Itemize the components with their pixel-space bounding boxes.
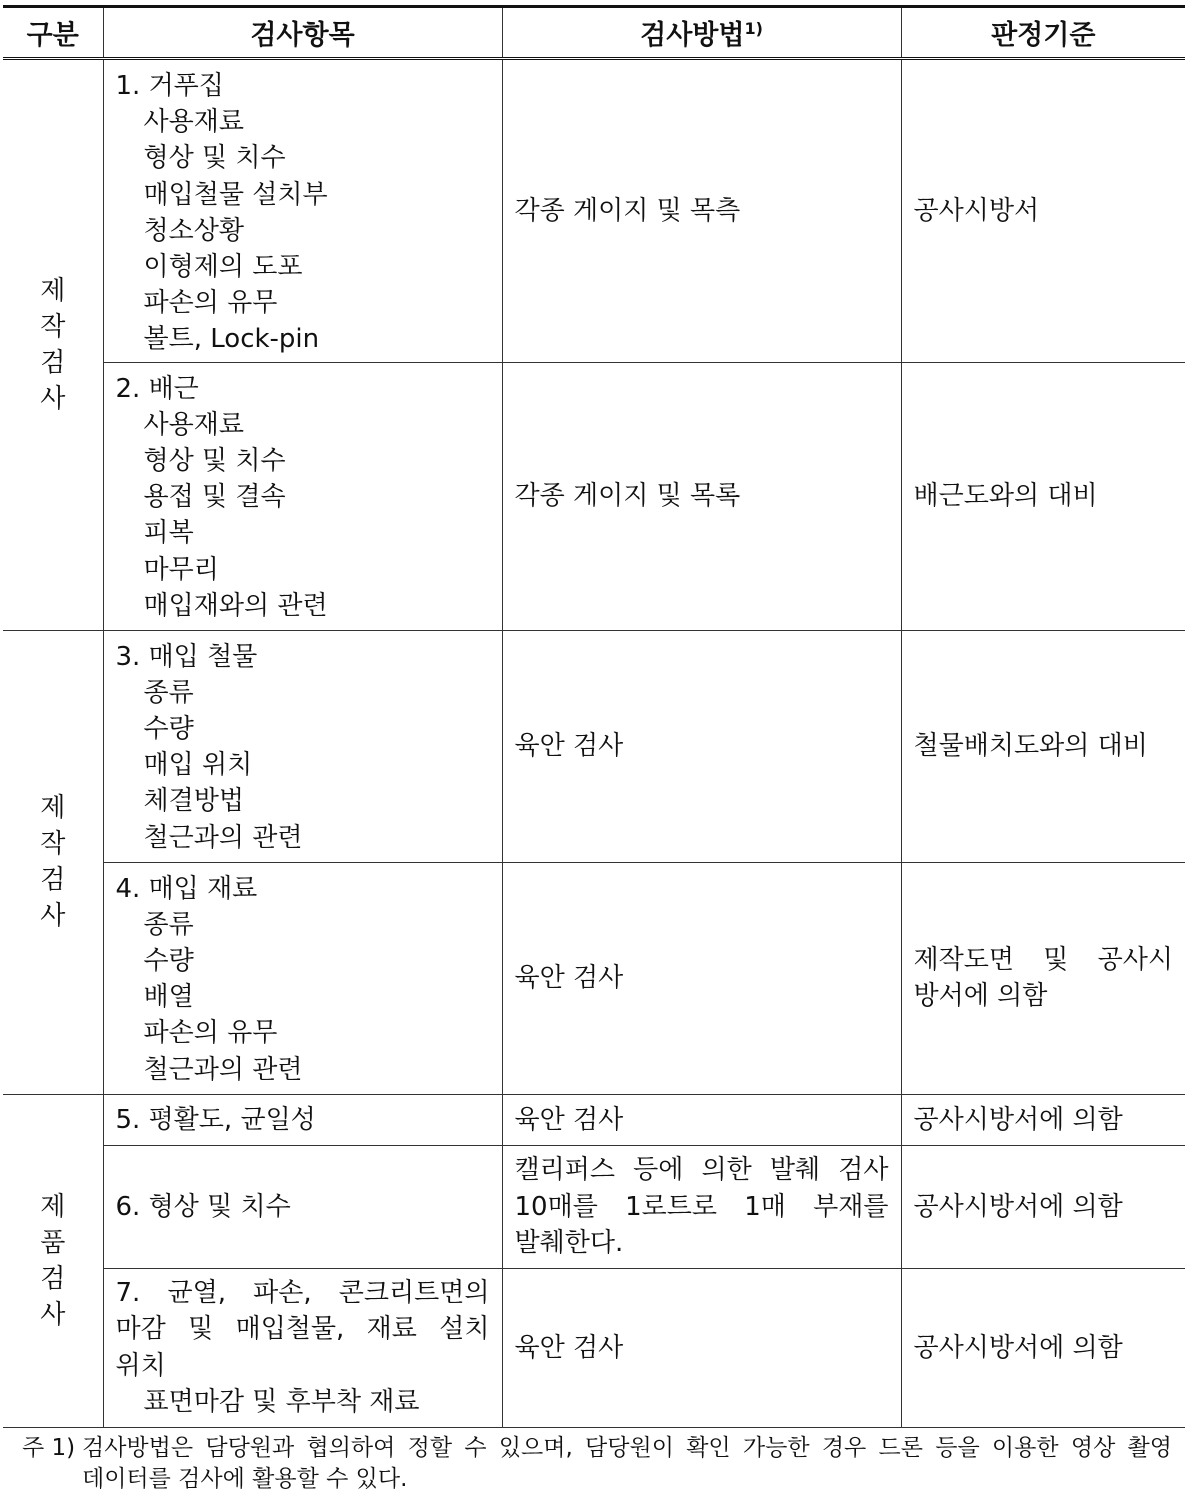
inspection-table — [3, 5, 1185, 1428]
category-char: 제 — [40, 793, 66, 824]
criteria-cell: 공사시방서에 의함 — [901, 1145, 1185, 1268]
header-method — [502, 7, 901, 59]
header-method-label: 검사방법 — [640, 20, 745, 51]
method-line: 발췌한다. — [514, 1227, 624, 1258]
method-cell: 각종 게이지 및 목측 — [502, 59, 901, 363]
header-row — [3, 7, 1185, 59]
item-sub: 마무리 — [143, 554, 219, 585]
header-items: 검사항목 — [103, 7, 502, 59]
inspection-table-container — [3, 5, 1185, 1428]
item-heading: 2. 배근 — [115, 373, 199, 404]
item-heading: 4. 매입 재료 — [115, 873, 258, 904]
item-sub: 종류 — [143, 677, 194, 708]
method-cell: 육안 검사 — [502, 1094, 901, 1145]
category-char: 작 — [40, 829, 66, 860]
item-heading: 5. 평활도, 균일성 — [115, 1104, 316, 1135]
table-row — [3, 862, 1185, 1094]
item-cell — [103, 1145, 502, 1268]
table-row — [3, 630, 1185, 862]
header-criteria: 판정기준 — [901, 7, 1185, 59]
method-cell: 육안 검사 — [502, 1268, 901, 1427]
item-cell — [103, 1268, 502, 1427]
footnote — [22, 1433, 1172, 1495]
header-category: 구분 — [3, 7, 103, 59]
item-sub: 매입철물 설치부 — [143, 179, 328, 210]
item-sub: 피복 — [143, 518, 194, 549]
item-heading: 위치 — [115, 1350, 166, 1381]
category-char: 사 — [40, 1299, 66, 1330]
table-row — [3, 362, 1185, 630]
criteria-cell: 공사시방서에 의함 — [901, 1094, 1185, 1145]
item-sub: 용접 및 결속 — [143, 482, 286, 513]
item-sub: 이형제의 도포 — [143, 252, 303, 283]
criteria-cell: 공사시방서 — [901, 59, 1185, 363]
category-char: 제 — [40, 275, 66, 306]
table-row — [3, 59, 1185, 363]
category-char: 품 — [40, 1227, 66, 1258]
item-sub: 체결방법 — [143, 786, 244, 817]
item-sub: 사용재료 — [143, 107, 244, 138]
category-cell — [3, 630, 103, 1094]
item-cell — [103, 630, 502, 862]
footnote-ref: 1) — [744, 19, 763, 38]
criteria-line: 제작도면 및 공사시 — [913, 944, 1173, 975]
method-line: 캘리퍼스 등에 의한 발췌 검사 — [514, 1155, 889, 1186]
table-row — [3, 1094, 1185, 1145]
method-cell: 각종 게이지 및 목록 — [502, 362, 901, 630]
item-sub: 철근과의 관련 — [143, 822, 303, 853]
item-sub: 형상 및 치수 — [143, 446, 286, 477]
item-cell — [103, 59, 502, 363]
footnote-text — [82, 1433, 1172, 1495]
item-sub: 매입 위치 — [143, 750, 253, 781]
criteria-line: 방서에 의함 — [913, 981, 1048, 1012]
item-sub: 철근과의 관련 — [143, 1054, 303, 1085]
item-cell — [103, 362, 502, 630]
item-sub: 파손의 유무 — [143, 1018, 278, 1049]
category-char: 사 — [40, 901, 66, 932]
footnote-row — [22, 1433, 1172, 1495]
method-cell: 육안 검사 — [502, 862, 901, 1094]
item-sub: 종류 — [143, 909, 194, 940]
item-sub: 표면마감 및 후부착 재료 — [143, 1386, 420, 1417]
item-sub: 사용재료 — [143, 409, 244, 440]
criteria-cell — [901, 862, 1185, 1094]
category-char: 제 — [40, 1191, 66, 1222]
item-sub: 배열 — [143, 982, 194, 1013]
method-cell: 육안 검사 — [502, 630, 901, 862]
category-char: 검 — [40, 865, 66, 896]
criteria-cell: 배근도와의 대비 — [901, 362, 1185, 630]
footnote-line: 검사방법은 담당원과 협의하여 정할 수 있으며, 담당원이 확인 가능한 경우 드론 등을 이용한 영상 촬영 — [82, 1435, 1172, 1461]
item-cell — [103, 1094, 502, 1145]
category-char: 검 — [40, 347, 66, 378]
criteria-cell: 철물배치도와의 대비 — [901, 630, 1185, 862]
method-line: 10매를 1로트로 1매 부재를 — [514, 1191, 889, 1222]
item-sub: 형상 및 치수 — [143, 143, 286, 174]
criteria-cell: 공사시방서에 의함 — [901, 1268, 1185, 1427]
item-heading: 7. 균열, 파손, 콘크리트면의 — [115, 1278, 490, 1309]
item-sub: 매입재와의 관련 — [143, 590, 328, 621]
category-char: 작 — [40, 311, 66, 342]
item-heading: 3. 매입 철물 — [115, 641, 258, 672]
item-heading: 6. 형상 및 치수 — [115, 1191, 291, 1222]
footnote-mark: 주 1) — [22, 1435, 76, 1461]
item-sub: 볼트, Lock-pin — [143, 324, 320, 355]
category-cell — [3, 59, 103, 631]
item-sub: 수량 — [143, 946, 194, 977]
method-cell — [502, 1145, 901, 1268]
table-row — [3, 1145, 1185, 1268]
item-sub: 청소상황 — [143, 215, 244, 246]
footnote-line: 데이터를 검사에 활용할 수 있다. — [82, 1466, 408, 1492]
item-cell — [103, 862, 502, 1094]
category-char: 검 — [40, 1263, 66, 1294]
item-sub: 파손의 유무 — [143, 288, 278, 319]
category-char: 사 — [40, 383, 66, 414]
table-row — [3, 1268, 1185, 1427]
category-cell — [3, 1094, 103, 1427]
item-heading: 1. 거푸집 — [115, 71, 224, 101]
item-sub: 수량 — [143, 714, 194, 745]
item-heading: 마감 및 매입철물, 재료 설치 — [115, 1314, 490, 1345]
